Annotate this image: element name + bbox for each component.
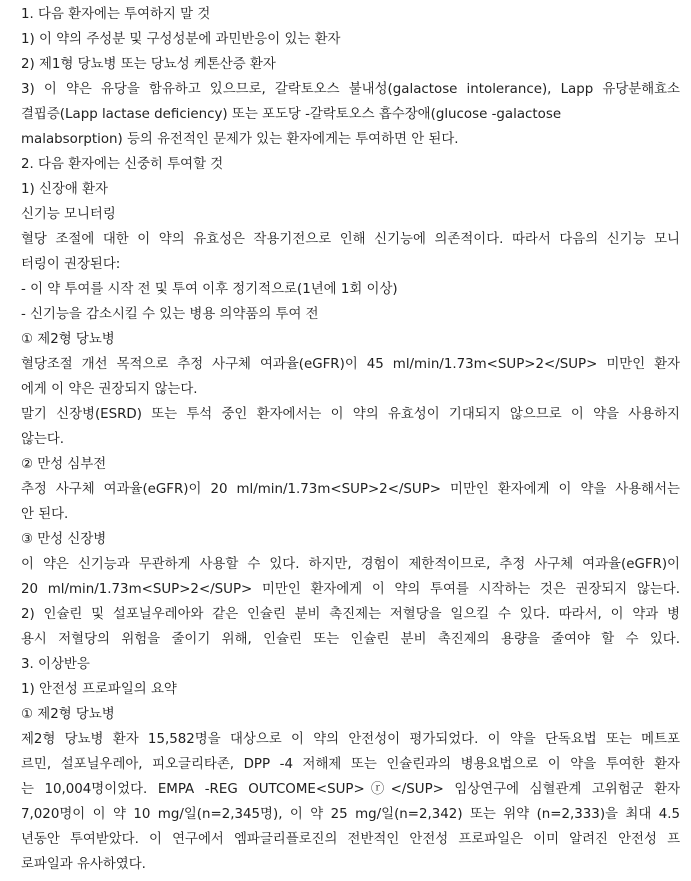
text-line: 결핍증(Lapp lactase deficiency) 또는 포도당 -갈락토오스 흡수장애(glucose -galactose [21, 107, 562, 122]
text-line: 1. 다음 환자에는 투여하지 말 것 [21, 7, 211, 22]
text-line: malabsorption) 등의 유전적인 문제가 있는 환자에게는 투여하면 안 된다. [21, 132, 459, 147]
text-line: 르민, 설포닐우레아, 피오글리타존, DPP -4 저해제 또는 인슐린과의 병용요법으로 이 약을 투여한 환자 [21, 757, 680, 772]
text-line: 혈당조절 개선 목적으로 추정 사구체 여과율(eGFR)이 45 ml/min/1.73m<SUP>2</SUP> 미만인 환자 [21, 357, 680, 372]
text-line: 3. 이상반응 [21, 657, 90, 672]
text-line: 제2형 당뇨병 환자 15,582명을 대상으로 이 약의 안전성이 평가되었다. 이 약을 단독요법 또는 메트포 [21, 732, 680, 747]
text-line: 는 10,004명이었다. EMPA -REG OUTCOME<SUP>ⓡ</SUP> 임상연구에 심혈관계 고위험군 환자 [21, 782, 680, 797]
text-line: - 이 약 투여를 시작 전 및 투여 이후 정기적으로(1년에 1회 이상) [21, 282, 398, 297]
text-line: ③ 만성 신장병 [21, 532, 107, 547]
text-line: ② 만성 심부전 [21, 457, 107, 472]
text-line: 말기 신장병(ESRD) 또는 투석 중인 환자에서는 이 약의 유효성이 기대되지 않으므로 이 약을 사용하지 [21, 407, 680, 422]
text-line: 20 ml/min/1.73m<SUP>2</SUP> 미만인 환자에게 이 약의 투여를 시작하는 것은 권장되지 않는다. [21, 582, 680, 597]
text-line: 7,020명이 이 약 10 mg/일(n=2,345명), 이 약 25 mg/일(n=2,342) 또는 위약 (n=2,333)을 최대 4.5 [21, 807, 680, 822]
text-line: 1) 안전성 프로파일의 요약 [21, 682, 177, 697]
text-line: 3) 이 약은 유당을 함유하고 있으므로, 갈락토오스 불내성(galactose intolerance), Lapp 유당분해효소 [21, 82, 680, 97]
text-line: 1) 이 약의 주성분 및 구성성분에 과민반응이 있는 환자 [21, 32, 341, 47]
text-line: 로파일과 유사하였다. [21, 857, 146, 872]
text-line: 혈당 조절에 대한 이 약의 유효성은 작용기전으로 인해 신기능에 의존적이다. 따라서 다음의 신기능 모니 [21, 232, 680, 247]
text-line: 2) 제1형 당뇨병 또는 당뇨성 케톤산증 환자 [21, 57, 276, 72]
text-line: 년동안 투여받았다. 이 연구에서 엠파글리플로진의 전반적인 안전성 프로파일은 이미 알려진 안전성 프 [21, 832, 680, 847]
text-line: 2) 인슐린 및 설포닐우레아와 같은 인슐린 분비 촉진제는 저혈당을 일으킬 수 있다. 따라서, 이 약과 병 [21, 607, 680, 622]
text-line: 추정 사구체 여과율(eGFR)이 20 ml/min/1.73m<SUP>2</SUP> 미만인 환자에게 이 약을 사용해서는 [21, 482, 680, 497]
text-line: - 신기능을 감소시킬 수 있는 병용 의약품의 투여 전 [21, 307, 319, 322]
text-line: 2. 다음 환자에는 신중히 투여할 것 [21, 157, 224, 172]
text-line: 터링이 권장된다: [21, 257, 121, 272]
text-line: 안 된다. [21, 507, 69, 522]
text-line: 용시 저혈당의 위험을 줄이기 위해, 인슐린 또는 인슐린 분비 촉진제의 용량을 줄여야 할 수 있다. [21, 632, 680, 647]
text-line: 1) 신장애 환자 [21, 182, 108, 197]
text-line: 에게 이 약은 권장되지 않는다. [21, 382, 198, 397]
text-line: 않는다. [21, 432, 65, 447]
text-line: 이 약은 신기능과 무관하게 사용할 수 있다. 하지만, 경험이 제한적이므로, 추정 사구체 여과율(eGFR)이 [21, 557, 680, 572]
text-line: ① 제2형 당뇨병 [21, 707, 115, 722]
text-line: 신기능 모니터링 [21, 207, 116, 222]
text-line: ① 제2형 당뇨병 [21, 332, 115, 347]
